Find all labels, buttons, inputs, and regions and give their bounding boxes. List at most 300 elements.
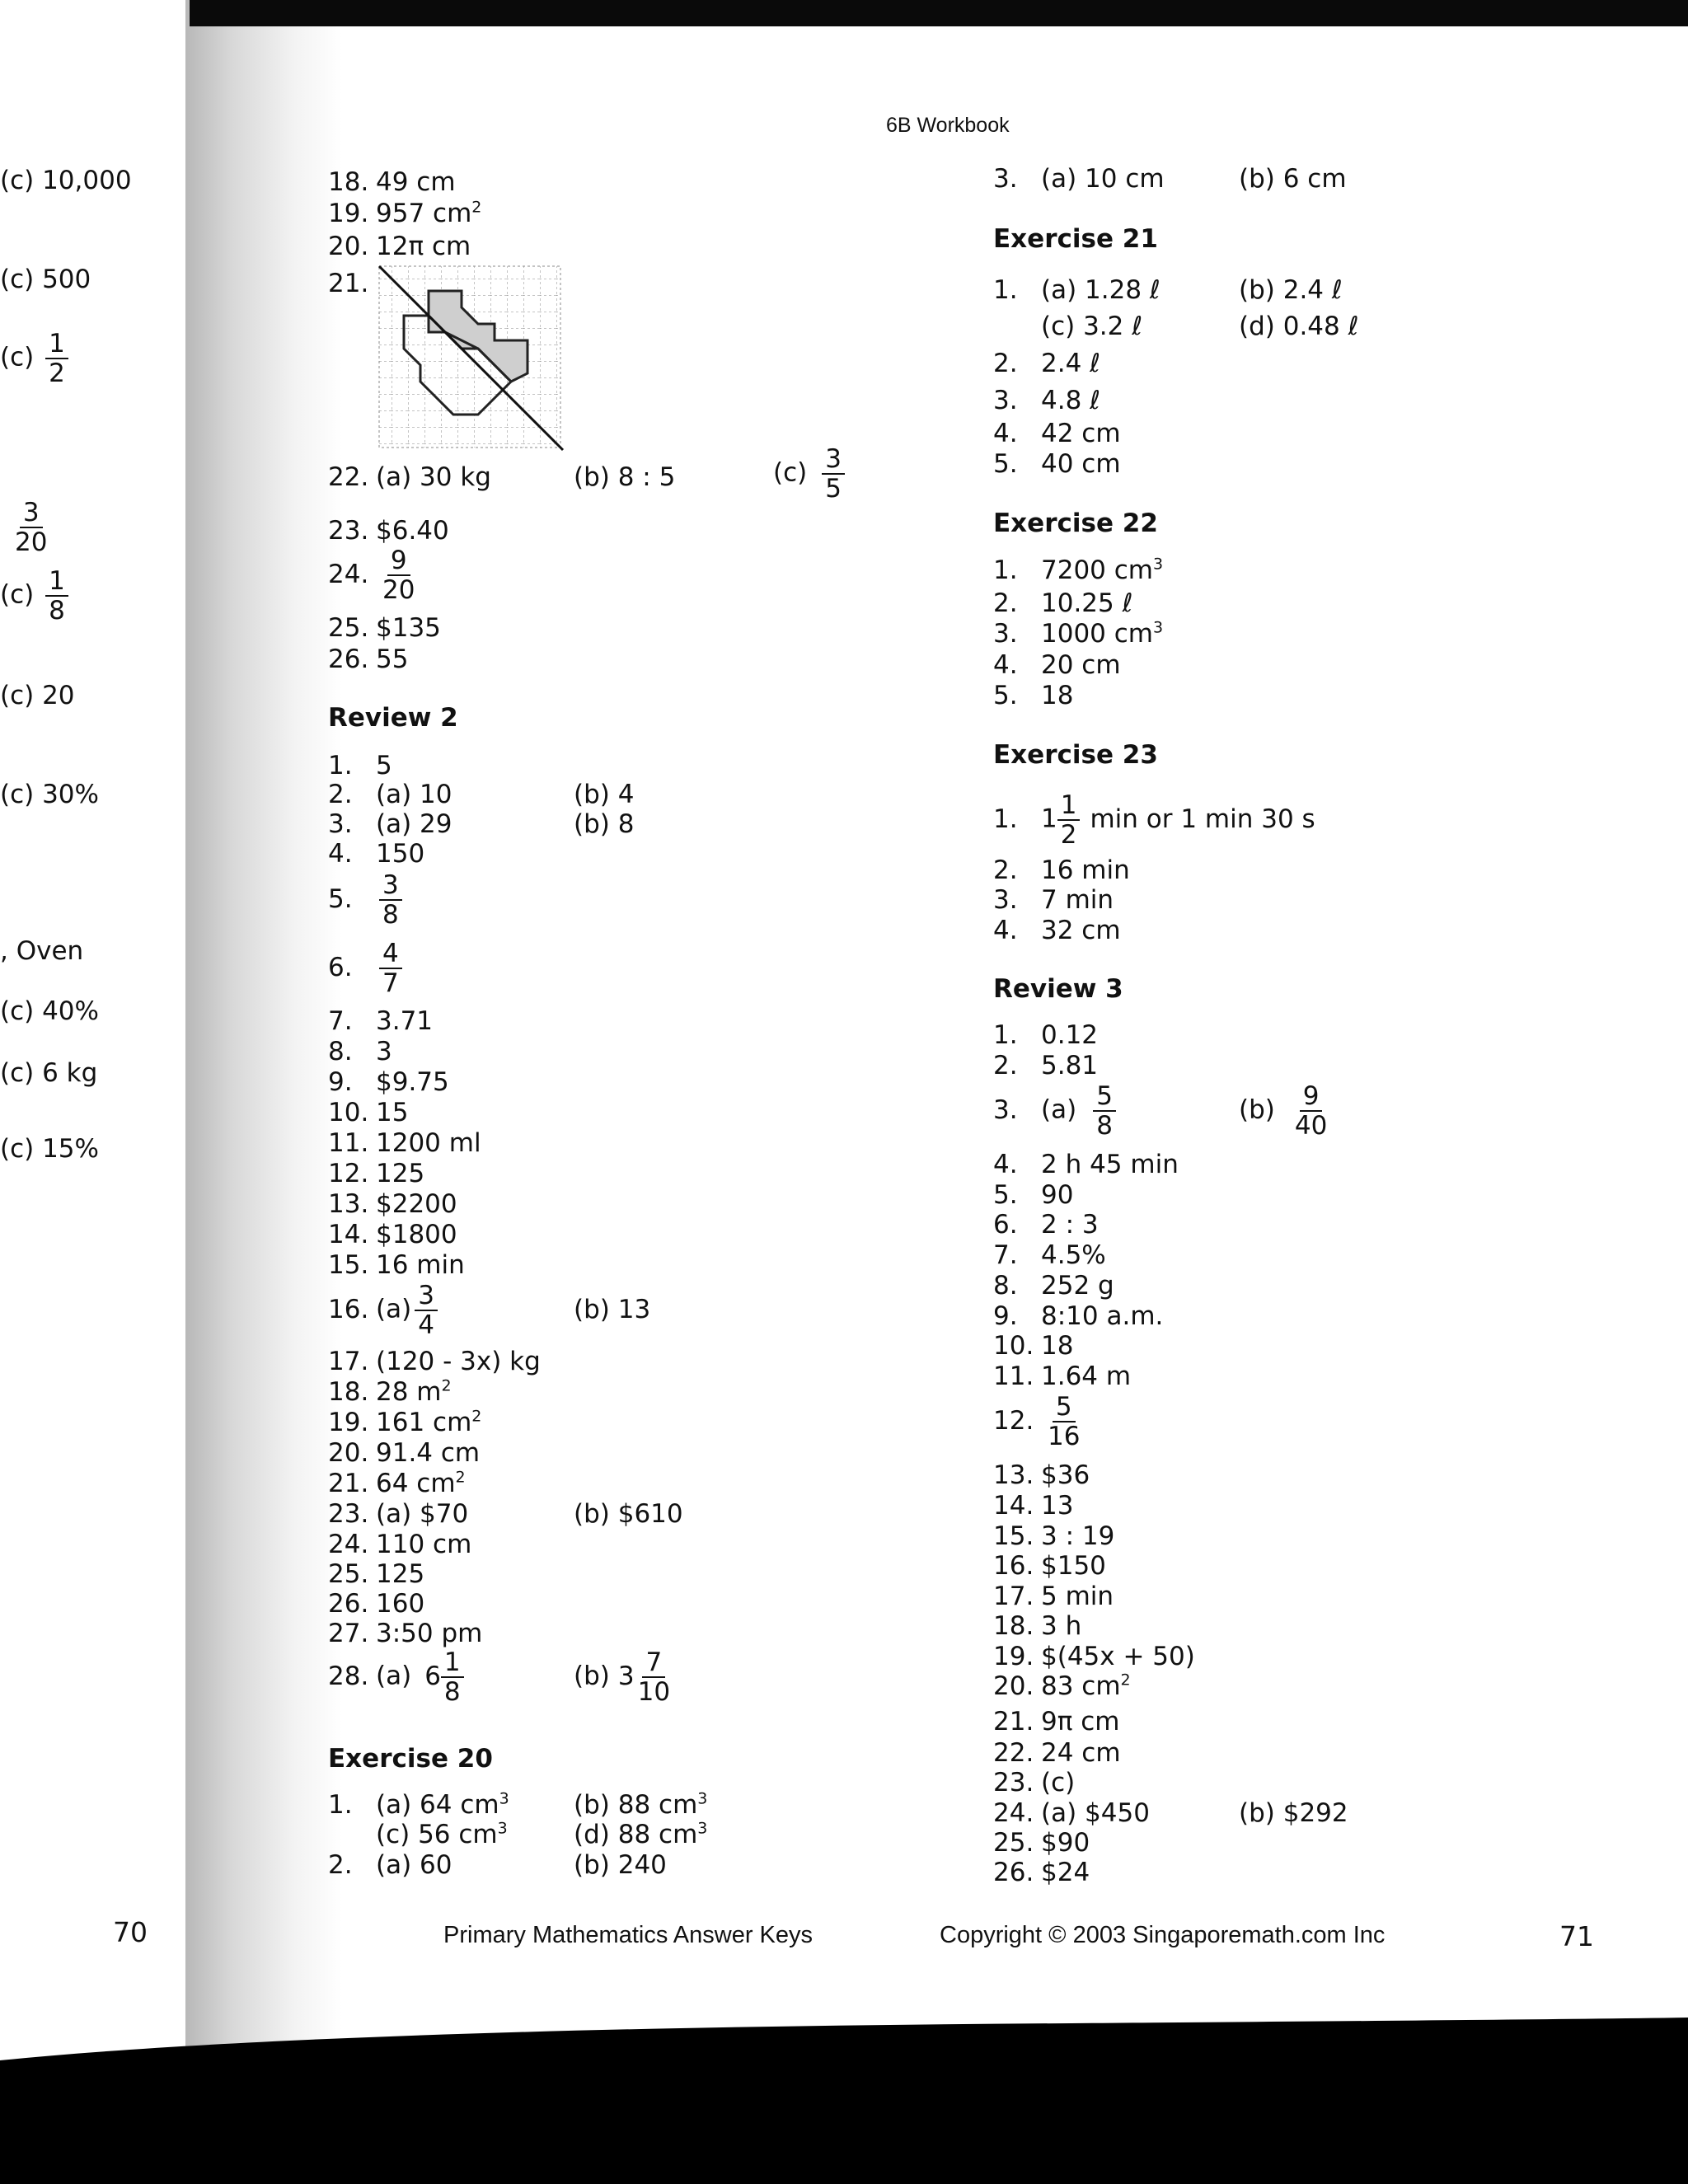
answer-line xyxy=(328,546,421,604)
answer-text: 1.64 m xyxy=(1041,1361,1132,1391)
section-heading-exercise-21: Exercise 21 xyxy=(993,224,1158,254)
answer-part-b: (b) 2.4 ℓ xyxy=(1239,275,1343,305)
question-number: 18. xyxy=(993,1611,1034,1641)
answer-text: 15 xyxy=(376,1098,409,1127)
superscript: 3 xyxy=(697,1819,708,1838)
answer-line xyxy=(328,1648,467,1706)
left-answer: (c) 15% xyxy=(0,1134,99,1164)
answer-line xyxy=(328,1219,457,1250)
answer-text: 55 xyxy=(376,644,409,674)
question-number: 2. xyxy=(328,1850,353,1880)
answer-text: 3 xyxy=(376,1037,392,1066)
answer-line xyxy=(328,1437,480,1469)
answer-text: 2 : 3 xyxy=(1041,1210,1099,1240)
question-number: 5. xyxy=(993,681,1018,710)
question-number: 19. xyxy=(328,1408,369,1437)
numerator: 1 xyxy=(1057,791,1081,821)
answer-line xyxy=(993,1797,1150,1829)
question-number: 2. xyxy=(993,1051,1018,1080)
fraction xyxy=(441,1648,464,1706)
answer-line xyxy=(328,1529,471,1560)
answer-line xyxy=(328,750,392,781)
answer-line xyxy=(328,1558,424,1590)
question-number: 23. xyxy=(328,1499,369,1529)
superscript: 3 xyxy=(697,1789,708,1808)
answer-part-b: (b) 240 xyxy=(574,1850,667,1880)
question-number: 9. xyxy=(328,1067,353,1097)
fraction xyxy=(379,871,402,929)
superscript: 2 xyxy=(1120,1671,1131,1690)
answer-text: $(45x + 50) xyxy=(1041,1642,1195,1671)
left-answer-label: (c) xyxy=(0,579,35,610)
question-number: 21. xyxy=(328,269,369,298)
answer-part-label: (a) xyxy=(376,1661,412,1691)
answer-line xyxy=(993,1393,1086,1451)
question-number: 3. xyxy=(993,1094,1018,1125)
answer-line xyxy=(328,1819,508,1850)
question-number: 22. xyxy=(328,462,369,492)
answer-part-c: (c) 3.2 ℓ xyxy=(1041,312,1143,341)
question-number: 16. xyxy=(993,1551,1034,1581)
question-number: 6. xyxy=(328,952,353,982)
left-answer: , Oven xyxy=(0,936,84,966)
answer-part-label: (b) xyxy=(1239,1094,1275,1125)
answer-line xyxy=(328,1066,449,1098)
numerator: 9 xyxy=(1300,1082,1323,1112)
answer-line xyxy=(993,274,1160,306)
answer-text: $24 xyxy=(1041,1858,1090,1887)
answer-text: (d) 88 cm xyxy=(574,1820,698,1849)
answer-line xyxy=(328,1127,481,1159)
answer-line xyxy=(328,1849,452,1881)
denominator: 7 xyxy=(382,968,399,998)
left-answer: (c) 30% xyxy=(0,780,99,809)
question-number: 24. xyxy=(993,1798,1034,1828)
answer-line xyxy=(993,555,1163,586)
answer-text: $6.40 xyxy=(376,516,449,546)
left-answer: (c) 10,000 xyxy=(0,166,132,195)
answer-line xyxy=(993,1827,1090,1858)
question-number: 3. xyxy=(328,809,353,839)
answer-text: 957 cm xyxy=(376,199,472,228)
question-number: 19. xyxy=(993,1642,1034,1671)
question-number: 25. xyxy=(328,1559,369,1589)
question-number: 24. xyxy=(328,1530,369,1559)
answer-text: 42 cm xyxy=(1041,419,1121,448)
answer-line xyxy=(993,1240,1106,1271)
answer-line xyxy=(993,680,1073,711)
answer-text: 125 xyxy=(376,1559,425,1589)
answer-line xyxy=(328,1376,452,1408)
answer-text: 16 min xyxy=(1041,855,1130,885)
answer-part-b: (b) 13 xyxy=(574,1295,651,1324)
answer-text: $135 xyxy=(376,613,441,643)
answer-line xyxy=(328,1618,482,1649)
answer-text: 20 cm xyxy=(1041,650,1121,680)
answer-text: $2200 xyxy=(376,1189,457,1219)
superscript: 2 xyxy=(455,1468,466,1487)
answer-text: 83 cm xyxy=(1041,1671,1121,1701)
question-number: 17. xyxy=(993,1582,1034,1611)
answer-text: $90 xyxy=(1041,1828,1090,1858)
answer-part-b xyxy=(1239,1082,1334,1140)
left-answer-label: (c) xyxy=(0,342,35,373)
left-answer-fraction xyxy=(45,330,68,387)
answer-text: 3:50 pm xyxy=(376,1619,483,1648)
answer-line xyxy=(328,231,471,262)
answer-part-c xyxy=(773,445,848,503)
answer-line xyxy=(993,1671,1131,1702)
answer-line xyxy=(328,612,441,644)
question-number: 28. xyxy=(328,1661,369,1691)
superscript: 3 xyxy=(1153,555,1164,574)
answer-text: 3.71 xyxy=(376,1006,434,1036)
fraction xyxy=(1093,1082,1116,1140)
answer-line xyxy=(993,1050,1098,1081)
denominator: 2 xyxy=(1060,820,1077,850)
superscript: 3 xyxy=(1153,618,1164,637)
question-number: 4. xyxy=(993,916,1018,945)
question-number: 9. xyxy=(993,1301,1018,1331)
answer-part-a: (a) 10 xyxy=(376,780,452,809)
answer-line xyxy=(328,779,452,810)
answer-text: 5 min xyxy=(1041,1582,1114,1611)
fraction xyxy=(822,445,845,503)
question-number: 26. xyxy=(328,644,369,674)
superscript: 3 xyxy=(497,1819,508,1838)
answer-part-a: (a) $450 xyxy=(1041,1798,1150,1828)
question-number: 11. xyxy=(328,1128,369,1158)
answer-line xyxy=(993,618,1163,649)
numerator: 1 xyxy=(45,330,68,359)
answer-line xyxy=(993,915,1121,946)
answer-text: 5.81 xyxy=(1041,1051,1099,1080)
answer-line xyxy=(328,515,449,546)
left-answer-fraction xyxy=(12,499,50,556)
denominator: 20 xyxy=(15,527,48,557)
answer-text: 8:10 a.m. xyxy=(1041,1301,1164,1331)
numerator: 1 xyxy=(441,1648,464,1678)
answer-text: 2 h 45 min xyxy=(1041,1150,1179,1179)
bottom-black-margin xyxy=(0,2060,1688,2184)
answer-text: 12π cm xyxy=(376,232,471,261)
answer-text: (b) 88 cm xyxy=(574,1790,698,1820)
answer-line xyxy=(993,1361,1131,1392)
left-answer: (c) 6 kg xyxy=(0,1058,98,1088)
question-number: 11. xyxy=(993,1361,1034,1391)
left-answer: (c) 500 xyxy=(0,265,91,294)
fraction xyxy=(379,940,402,997)
question-number: 18. xyxy=(328,167,369,197)
question-number: 4. xyxy=(328,839,353,869)
answer-line xyxy=(993,311,1142,342)
question-number: 7. xyxy=(328,1006,353,1036)
answer-line xyxy=(328,1588,424,1619)
question-number: 1. xyxy=(993,275,1018,305)
answer-text: 1000 cm xyxy=(1041,619,1153,649)
answer-text: $1800 xyxy=(376,1220,457,1249)
answer-line xyxy=(993,348,1100,379)
answer-text: 4.5% xyxy=(1041,1240,1106,1270)
left-answer xyxy=(0,567,72,625)
answer-line xyxy=(993,1521,1114,1552)
question-number: 21. xyxy=(993,1707,1034,1736)
superscript: 2 xyxy=(471,198,482,217)
answer-part-b: (b) $292 xyxy=(1239,1798,1348,1828)
question-number: 16. xyxy=(328,1294,369,1324)
question-number: 5. xyxy=(328,883,353,914)
mixed-whole: 1 xyxy=(1041,804,1057,834)
answer-line xyxy=(993,1857,1090,1888)
answer-line xyxy=(328,1036,392,1067)
answer-part-b: (b) 8 xyxy=(574,809,635,839)
question-number: 17. xyxy=(328,1347,369,1376)
answer-line xyxy=(993,1082,1119,1140)
fraction xyxy=(1057,791,1081,849)
answer-line xyxy=(328,1407,481,1438)
mixed-whole: 6 xyxy=(424,1661,441,1691)
answer-part-a: (a) 60 xyxy=(376,1850,452,1880)
answer-text: 252 g xyxy=(1041,1271,1114,1301)
denominator: 2 xyxy=(49,359,65,388)
question-number: 15. xyxy=(328,1250,369,1280)
question-number: 2. xyxy=(993,855,1018,885)
top-scan-edge xyxy=(190,0,1688,26)
answer-part-b xyxy=(574,1648,677,1706)
answer-text: 7 min xyxy=(1041,885,1114,915)
question-number: 26. xyxy=(993,1858,1034,1887)
answer-text: 16 min xyxy=(376,1250,465,1280)
answer-text: (c) xyxy=(1041,1768,1076,1797)
denominator: 40 xyxy=(1294,1111,1328,1141)
answer-text: 40 cm xyxy=(1041,449,1121,479)
answer-part-a: (a) 29 xyxy=(376,809,452,839)
section-heading-exercise-23: Exercise 23 xyxy=(993,740,1158,770)
answer-line xyxy=(328,268,376,299)
question-number: 1. xyxy=(993,804,1018,834)
question-number: 22. xyxy=(993,1738,1034,1768)
denominator: 8 xyxy=(1096,1111,1113,1141)
answer-line xyxy=(328,1249,465,1281)
answer-text: 150 xyxy=(376,839,425,869)
answer-line xyxy=(993,1490,1073,1521)
answer-line xyxy=(993,1706,1119,1737)
mixed-whole: 3 xyxy=(617,1661,635,1691)
section-heading-exercise-20: Exercise 20 xyxy=(328,1744,493,1774)
book-gutter-shadow xyxy=(185,0,342,2060)
numerator: 3 xyxy=(415,1282,438,1311)
numerator: 9 xyxy=(387,546,410,576)
answer-line xyxy=(993,884,1114,916)
answer-text: 161 cm xyxy=(376,1408,472,1437)
answer-line xyxy=(328,1789,509,1821)
numerator: 3 xyxy=(379,871,402,901)
question-number: 27. xyxy=(328,1619,369,1648)
question-number: 25. xyxy=(993,1828,1034,1858)
numerator: 7 xyxy=(642,1648,665,1678)
left-page-number: 70 xyxy=(113,1916,148,1948)
question-number: 25. xyxy=(328,613,369,643)
symmetry-grid-figure xyxy=(375,262,573,460)
question-number: 24. xyxy=(328,559,369,589)
question-number: 12. xyxy=(328,1159,369,1188)
answer-line xyxy=(993,1179,1073,1211)
denominator: 16 xyxy=(1048,1422,1081,1451)
answer-line xyxy=(328,166,456,198)
answer-part-label: (c) xyxy=(773,457,808,488)
answer-text: 0.12 xyxy=(1041,1020,1099,1050)
answer-line xyxy=(993,791,1315,849)
answer-part-a: (a) 10 cm xyxy=(1041,164,1165,194)
answer-text: 18 xyxy=(1041,681,1074,710)
answer-line xyxy=(993,1737,1121,1769)
question-number: 8. xyxy=(993,1271,1018,1301)
question-number: 13. xyxy=(328,1189,369,1219)
question-number: 26. xyxy=(328,1589,369,1619)
fraction xyxy=(1292,1082,1330,1140)
answer-part-a: (a) 30 kg xyxy=(376,462,491,492)
fraction xyxy=(379,546,418,604)
footer-title: Primary Mathematics Answer Keys xyxy=(443,1922,814,1948)
answer-part-b: (b) 6 cm xyxy=(1239,164,1347,194)
answer-text: 18 xyxy=(1041,1331,1074,1361)
answer-text: 9π cm xyxy=(1041,1707,1120,1736)
answer-text: 24 cm xyxy=(1041,1738,1121,1768)
denominator: 4 xyxy=(418,1310,434,1340)
answer-line xyxy=(993,1209,1099,1240)
left-answer: (c) 20 xyxy=(0,681,75,710)
question-number: 5. xyxy=(993,449,1018,479)
answer-line xyxy=(328,462,491,493)
fraction xyxy=(1044,1393,1083,1451)
answer-text: 32 cm xyxy=(1041,916,1121,945)
question-number: 10. xyxy=(328,1098,369,1127)
question-number: 18. xyxy=(328,1377,369,1407)
question-number: 5. xyxy=(993,1180,1018,1210)
question-number: 21. xyxy=(328,1469,369,1498)
answer-line xyxy=(328,838,424,869)
question-number: 3. xyxy=(993,386,1018,415)
denominator: 8 xyxy=(49,596,65,626)
answer-line xyxy=(328,1097,408,1128)
left-answer xyxy=(0,330,72,387)
question-number: 19. xyxy=(328,199,369,228)
question-number: 23. xyxy=(328,516,369,546)
answer-text: 5 xyxy=(376,751,392,780)
answer-line xyxy=(328,1498,468,1530)
answer-part-b: (b) 4 xyxy=(574,780,635,809)
question-number: 2. xyxy=(993,349,1018,378)
answer-text: 3 : 19 xyxy=(1041,1521,1115,1551)
answer-text: $36 xyxy=(1041,1460,1090,1490)
question-number: 20. xyxy=(993,1671,1034,1701)
answer-line xyxy=(993,1270,1114,1301)
answer-text: 1200 ml xyxy=(376,1128,481,1158)
question-number: 4. xyxy=(993,650,1018,680)
answer-line xyxy=(328,1468,466,1499)
superscript: 2 xyxy=(441,1376,452,1395)
section-heading-exercise-22: Exercise 22 xyxy=(993,509,1158,538)
question-number: 3. xyxy=(993,164,1018,194)
question-number: 4. xyxy=(993,419,1018,448)
answer-text: 90 xyxy=(1041,1180,1074,1210)
answer-line xyxy=(993,1641,1195,1672)
answer-line xyxy=(993,1610,1081,1642)
answer-part-b: (b) 8 : 5 xyxy=(574,462,676,492)
question-number: 1. xyxy=(328,1790,353,1820)
question-number: 1. xyxy=(993,1020,1018,1050)
question-number: 15. xyxy=(993,1521,1034,1551)
answer-line xyxy=(328,808,452,840)
answer-part-d: (d) 0.48 ℓ xyxy=(1239,312,1359,341)
answer-text: 125 xyxy=(376,1159,425,1188)
question-number: 4. xyxy=(993,1150,1018,1179)
answer-text: 160 xyxy=(376,1589,425,1619)
question-number: 14. xyxy=(328,1220,369,1249)
left-answer: (c) 40% xyxy=(0,996,99,1026)
answer-text: 64 cm xyxy=(376,1469,456,1498)
numerator: 3 xyxy=(822,445,845,475)
answer-line xyxy=(993,1581,1114,1612)
answer-line xyxy=(993,1019,1098,1051)
answer-line xyxy=(993,1550,1106,1582)
denominator: 8 xyxy=(382,900,399,930)
answer-part-label: (a) xyxy=(1041,1094,1077,1125)
answer-part-b: (b) $610 xyxy=(574,1499,683,1529)
answer-text: 110 cm xyxy=(376,1530,472,1559)
question-number: 13. xyxy=(993,1460,1034,1490)
question-number: 20. xyxy=(328,232,369,261)
answer-line xyxy=(328,1282,441,1339)
superscript: 2 xyxy=(471,1407,482,1426)
answer-text: min or 1 min 30 s xyxy=(1090,804,1315,834)
question-number: 7. xyxy=(993,1240,1018,1270)
running-header: 6B Workbook xyxy=(886,114,1010,137)
answer-line xyxy=(328,1346,541,1377)
denominator: 20 xyxy=(382,575,415,605)
answer-line xyxy=(993,1460,1090,1491)
answer-text: 10.25 ℓ xyxy=(1041,588,1133,618)
section-heading-review-3: Review 3 xyxy=(993,974,1123,1004)
answer-line xyxy=(993,448,1121,480)
answer-line xyxy=(993,1301,1163,1332)
superscript: 3 xyxy=(499,1789,509,1808)
question-number: 23. xyxy=(993,1768,1034,1797)
answer-line xyxy=(993,418,1121,449)
answer-line xyxy=(993,1767,1075,1798)
answer-line xyxy=(993,855,1130,886)
answer-text: 49 cm xyxy=(376,167,456,197)
answer-text: $150 xyxy=(1041,1551,1106,1581)
answer-text: $9.75 xyxy=(376,1067,449,1097)
question-number: 2. xyxy=(328,780,353,809)
right-page-number: 71 xyxy=(1559,1920,1594,1952)
question-number: 1. xyxy=(328,751,353,780)
answer-text: 4.8 ℓ xyxy=(1041,386,1100,415)
question-number: 10. xyxy=(993,1331,1034,1361)
answer-part-label: (b) xyxy=(574,1661,610,1691)
numerator: 1 xyxy=(45,567,68,597)
answer-line xyxy=(328,1188,457,1220)
denominator: 5 xyxy=(825,474,842,504)
answer-text: 28 m xyxy=(376,1377,442,1407)
section-heading-review-2: Review 2 xyxy=(328,703,458,733)
question-number: 14. xyxy=(993,1491,1034,1521)
answer-line xyxy=(328,1005,433,1037)
question-number: 20. xyxy=(328,1438,369,1468)
numerator: 4 xyxy=(379,940,402,969)
question-number: 8. xyxy=(328,1037,353,1066)
